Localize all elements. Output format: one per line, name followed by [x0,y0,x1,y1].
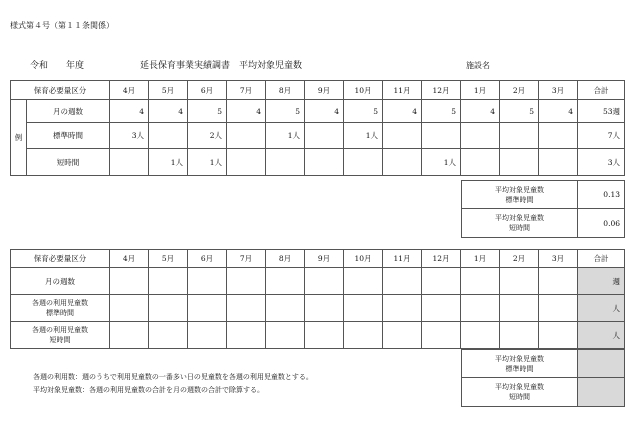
short-input-cell[interactable] [266,322,305,349]
standard-input-cell[interactable] [266,295,305,322]
header-category: 保育必要量区分 [11,81,110,100]
table-row [11,268,625,295]
month-header: 7月 [227,250,266,268]
short-cell [500,149,539,176]
average-box-example [461,180,625,238]
table-row [11,81,625,100]
month-header: 3月 [539,250,578,268]
short-label-line2: 短時間 [49,336,71,344]
standard-input-cell[interactable] [344,295,383,322]
month-header: 9月 [305,250,344,268]
short-input-cell[interactable] [227,322,266,349]
short-label [11,322,110,349]
standard-input-cell[interactable] [539,295,578,322]
week-input-cell[interactable] [266,268,305,295]
table-row [462,378,625,407]
week-input-cell[interactable] [539,268,578,295]
short-input-cell[interactable] [422,322,461,349]
month-header: 3月 [539,81,578,100]
average-title: 平均対象児童数 [495,214,544,222]
week-input-cell[interactable] [149,268,188,295]
average-short-value[interactable] [578,378,625,407]
week-input-cell[interactable] [383,268,422,295]
table-row [11,322,625,349]
standard-cell [461,123,500,149]
weeks-total-unit: 週 [578,268,625,295]
standard-cell: 1人 [344,123,383,149]
month-header: 6月 [188,81,227,100]
week-cell: 4 [539,100,578,123]
week-cell: 5 [344,100,383,123]
short-input-cell[interactable] [149,322,188,349]
facility-label: 施設名 [466,61,490,70]
standard-cell [539,123,578,149]
standard-input-cell[interactable] [500,295,539,322]
month-header: 11月 [383,250,422,268]
doc-title: 延長保育事業実績調書 平均対象児童数 [140,61,303,71]
month-header: 1月 [461,81,500,100]
week-cell: 4 [149,100,188,123]
short-label-line1: 各週の利用児童数 [32,326,88,334]
month-header: 7月 [227,81,266,100]
average-standard-label [462,350,578,378]
month-header: 8月 [266,81,305,100]
standard-input-cell[interactable] [422,295,461,322]
table-row [11,149,625,176]
average-title: 平均対象児童数 [495,383,544,391]
standard-cell: 3人 [110,123,149,149]
average-box-input [461,349,625,407]
short-input-cell[interactable] [344,322,383,349]
standard-cell [383,123,422,149]
week-cell: 5 [188,100,227,123]
header-category: 保育必要量区分 [11,250,110,268]
month-header: 5月 [149,250,188,268]
short-input-cell[interactable] [188,322,227,349]
week-cell: 5 [500,100,539,123]
short-cell [227,149,266,176]
table-row [11,295,625,322]
average-title: 平均対象児童数 [495,185,544,194]
week-input-cell[interactable] [188,268,227,295]
table-row [11,123,625,149]
average-short-label [462,209,578,238]
note-average: 平均対象児童数：各週の利用児童数の合計を月の週数の合計で除算する。 [33,386,264,394]
table-row [462,209,625,238]
month-header: 12月 [422,250,461,268]
short-total-unit: 人 [578,322,625,349]
table-row [11,100,625,123]
standard-input-cell[interactable] [305,295,344,322]
average-standard-value[interactable] [578,350,625,378]
standard-cell [500,123,539,149]
week-cell: 5 [266,100,305,123]
month-header: 1月 [461,250,500,268]
short-cell: 1人 [188,149,227,176]
month-header: 5月 [149,81,188,100]
standard-input-cell[interactable] [188,295,227,322]
short-cell [266,149,305,176]
month-header: 4月 [110,81,149,100]
weeks-label: 月の週数 [27,100,110,123]
standard-input-cell[interactable] [227,295,266,322]
week-input-cell[interactable] [461,268,500,295]
week-input-cell[interactable] [305,268,344,295]
average-standard: 標準時間 [505,364,534,373]
week-cell: 4 [461,100,500,123]
short-cell [461,149,500,176]
era-label: 令和 [30,61,49,71]
example-mark: 例 [11,100,27,176]
average-short: 短時間 [509,393,530,401]
week-cell: 4 [110,100,149,123]
standard-cell: 1人 [266,123,305,149]
weeks-label: 月の週数 [11,268,110,295]
short-input-cell[interactable] [110,322,149,349]
week-cell: 4 [383,100,422,123]
average-title: 平均対象児童数 [495,354,544,363]
standard-cell [149,123,188,149]
week-input-cell[interactable] [422,268,461,295]
total-header: 合計 [578,81,625,100]
standard-label-line1: 各週の利用児童数 [32,299,88,307]
month-header: 10月 [344,250,383,268]
weeks-total: 53週 [578,100,625,123]
year-label: 年度 [66,61,85,71]
table-row [462,181,625,209]
week-input-cell[interactable] [227,268,266,295]
short-cell [344,149,383,176]
total-header: 合計 [578,250,625,268]
standard-total: 7人 [578,123,625,149]
short-input-cell[interactable] [461,322,500,349]
average-short-label [462,378,578,407]
month-header: 2月 [500,81,539,100]
standard-label-line2: 標準時間 [46,309,74,317]
standard-cell [227,123,266,149]
short-label: 短時間 [27,149,110,176]
short-cell: 1人 [149,149,188,176]
month-header: 8月 [266,250,305,268]
month-header: 10月 [344,81,383,100]
average-short-value: 0.06 [578,209,625,238]
standard-input-cell[interactable] [110,295,149,322]
example-table [10,80,625,176]
month-header: 9月 [305,81,344,100]
standard-label [11,295,110,322]
standard-cell [305,123,344,149]
average-standard: 標準時間 [505,195,534,204]
short-cell [110,149,149,176]
standard-label: 標準時間 [27,123,110,149]
input-table [10,249,625,349]
week-input-cell[interactable] [110,268,149,295]
week-input-cell[interactable] [500,268,539,295]
average-standard-value: 0.13 [578,181,625,209]
week-cell: 5 [422,100,461,123]
standard-input-cell[interactable] [383,295,422,322]
note-weekly-count: 各週の利用数：週のうちで利用児童数の一番多い日の児童数を各週の利用児童数とする。 [33,373,313,381]
standard-total-unit: 人 [578,295,625,322]
month-header: 6月 [188,250,227,268]
week-cell: 4 [227,100,266,123]
average-standard-label [462,181,578,209]
short-cell [305,149,344,176]
short-cell: 1人 [422,149,461,176]
month-header: 12月 [422,81,461,100]
table-row [11,250,625,268]
form-label: 様式第４号（第１１条関係） [10,21,114,30]
month-header: 2月 [500,250,539,268]
week-cell: 4 [305,100,344,123]
average-short: 短時間 [509,224,530,232]
short-input-cell[interactable] [500,322,539,349]
short-input-cell[interactable] [383,322,422,349]
standard-input-cell[interactable] [461,295,500,322]
short-input-cell[interactable] [539,322,578,349]
short-input-cell[interactable] [305,322,344,349]
short-total: 3人 [578,149,625,176]
month-header: 4月 [110,250,149,268]
table-row [462,350,625,378]
standard-input-cell[interactable] [149,295,188,322]
standard-cell [422,123,461,149]
standard-cell: 2人 [188,123,227,149]
short-cell [383,149,422,176]
month-header: 11月 [383,81,422,100]
short-cell [539,149,578,176]
week-input-cell[interactable] [344,268,383,295]
